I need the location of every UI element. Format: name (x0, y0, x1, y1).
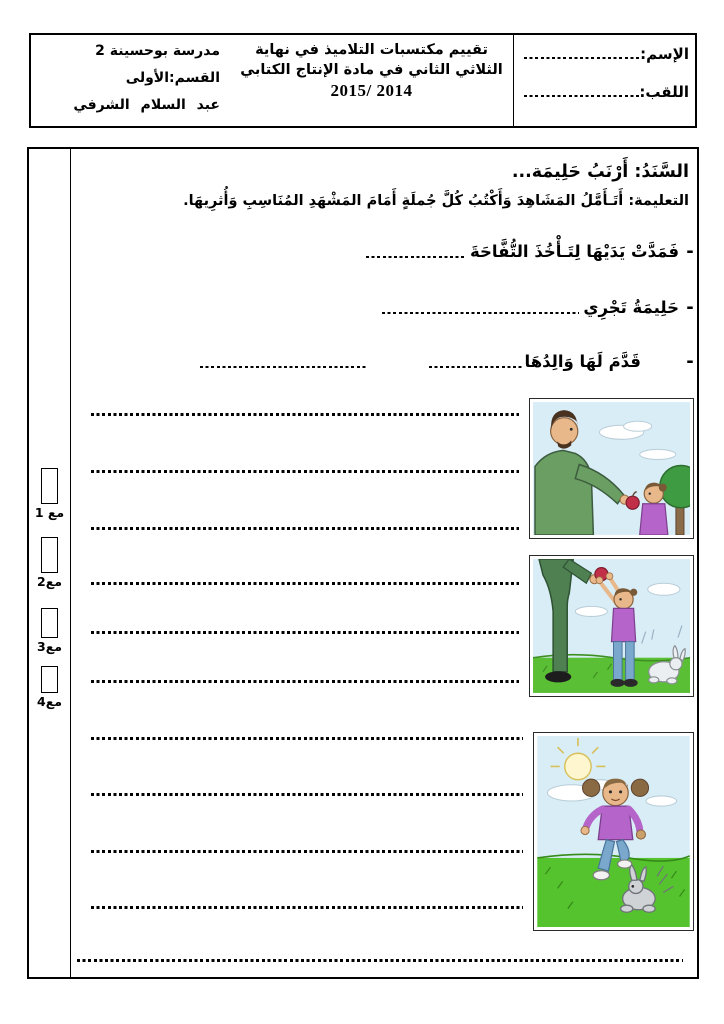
criterion-2 (29, 537, 70, 589)
bullet-dash: - (686, 240, 694, 262)
sentence-row-2 (71, 293, 697, 321)
exam-title-line2: الثلاثي الثاني في مادة الإنتاج الكتابي (240, 62, 503, 78)
name-label: الإسم: (640, 45, 689, 63)
scene-photo-3 (533, 732, 694, 931)
writing-line (91, 582, 519, 585)
name-field-row (524, 45, 689, 63)
scene-block-3 (71, 732, 697, 931)
bullet-dash: - (686, 296, 694, 318)
school-year: 2015/ 2014 (330, 81, 413, 100)
criterion-1 (29, 468, 70, 520)
sentence-text-1: فَمَدَّتْ يَدَيْهَا لِتَـأْخُذَ التُّفَّاحَةَ (470, 241, 679, 261)
class-name: القسم:الأولى (125, 70, 220, 86)
criteria-strip (29, 149, 71, 977)
criterion-score-box-3 (41, 608, 58, 638)
answer-line (429, 366, 522, 369)
school-name: مدرسة بوحسينة 2 (95, 43, 220, 59)
surname-field-row (524, 83, 689, 101)
girl-takes-apple-illustration (533, 559, 690, 693)
writing-line (91, 413, 519, 416)
writing-line (91, 470, 519, 473)
writing-lines-2 (79, 555, 529, 697)
school-info-cell (31, 35, 230, 126)
girl-chases-rabbit-illustration (537, 736, 690, 927)
criterion-label-3: مع3 (37, 639, 62, 654)
worksheet-body-box (27, 147, 699, 979)
answer-line (366, 256, 467, 259)
writing-line (91, 850, 523, 853)
writing-line (91, 631, 519, 634)
answer-line (382, 312, 579, 315)
teacher-name: عبد السلام الشرفي (73, 97, 220, 113)
writing-lines-1 (79, 398, 529, 539)
exam-title-line1: تقييم مكتسبات التلاميذ في نهاية (255, 42, 488, 58)
support-title: السَّنَدُ: أَرْنَبُ حَلِيمَة... (511, 162, 689, 182)
criterion-score-box-1 (41, 468, 58, 504)
writing-line (91, 737, 523, 740)
sentence-row-3 (71, 347, 697, 375)
scene-photo-2 (529, 555, 694, 697)
exam-title-cell (230, 35, 513, 126)
sentence-row-1 (71, 237, 697, 265)
scene-block-2 (71, 555, 697, 697)
writing-lines-3 (79, 732, 533, 931)
criterion-label-2: مع2 (37, 574, 62, 589)
instruction-text: التعليمة: أَتَـأَمَّلُ المَشَاهِدَ وَأَكْتُبُ كُلَّ جُملَةٍ أَمَامَ المَشْهَدِ المُنَاسِبِ وَأُثرِيهَا. (183, 193, 689, 209)
answer-line (200, 366, 367, 369)
criterion-3 (29, 608, 70, 654)
writing-line (91, 793, 523, 796)
writing-line-full-width (77, 959, 683, 962)
writing-line (91, 680, 519, 683)
writing-line (91, 527, 519, 530)
criterion-4 (29, 666, 70, 709)
sentence-text-2: حَلِيمَةُ تَجْرِي (583, 297, 679, 317)
header-table (29, 33, 697, 128)
scene-photo-1 (529, 398, 694, 539)
scene-block-1 (71, 398, 697, 539)
bullet-dash: - (686, 350, 694, 372)
surname-fill-line (524, 95, 639, 97)
criterion-score-box-2 (41, 537, 58, 573)
criterion-label-4: مع4 (37, 694, 62, 709)
criterion-score-box-4 (41, 666, 58, 693)
father-offers-apple-illustration (533, 402, 690, 535)
name-fill-line (524, 57, 640, 59)
criterion-label-1: مع 1 (34, 505, 65, 520)
worksheet-content (71, 149, 697, 977)
writing-line (91, 906, 523, 909)
sentence-text-3: قَدَّمَ لَهَا وَالِدُهَا (524, 351, 641, 371)
student-identity-cell (513, 35, 695, 126)
surname-label: اللقب: (639, 83, 689, 101)
